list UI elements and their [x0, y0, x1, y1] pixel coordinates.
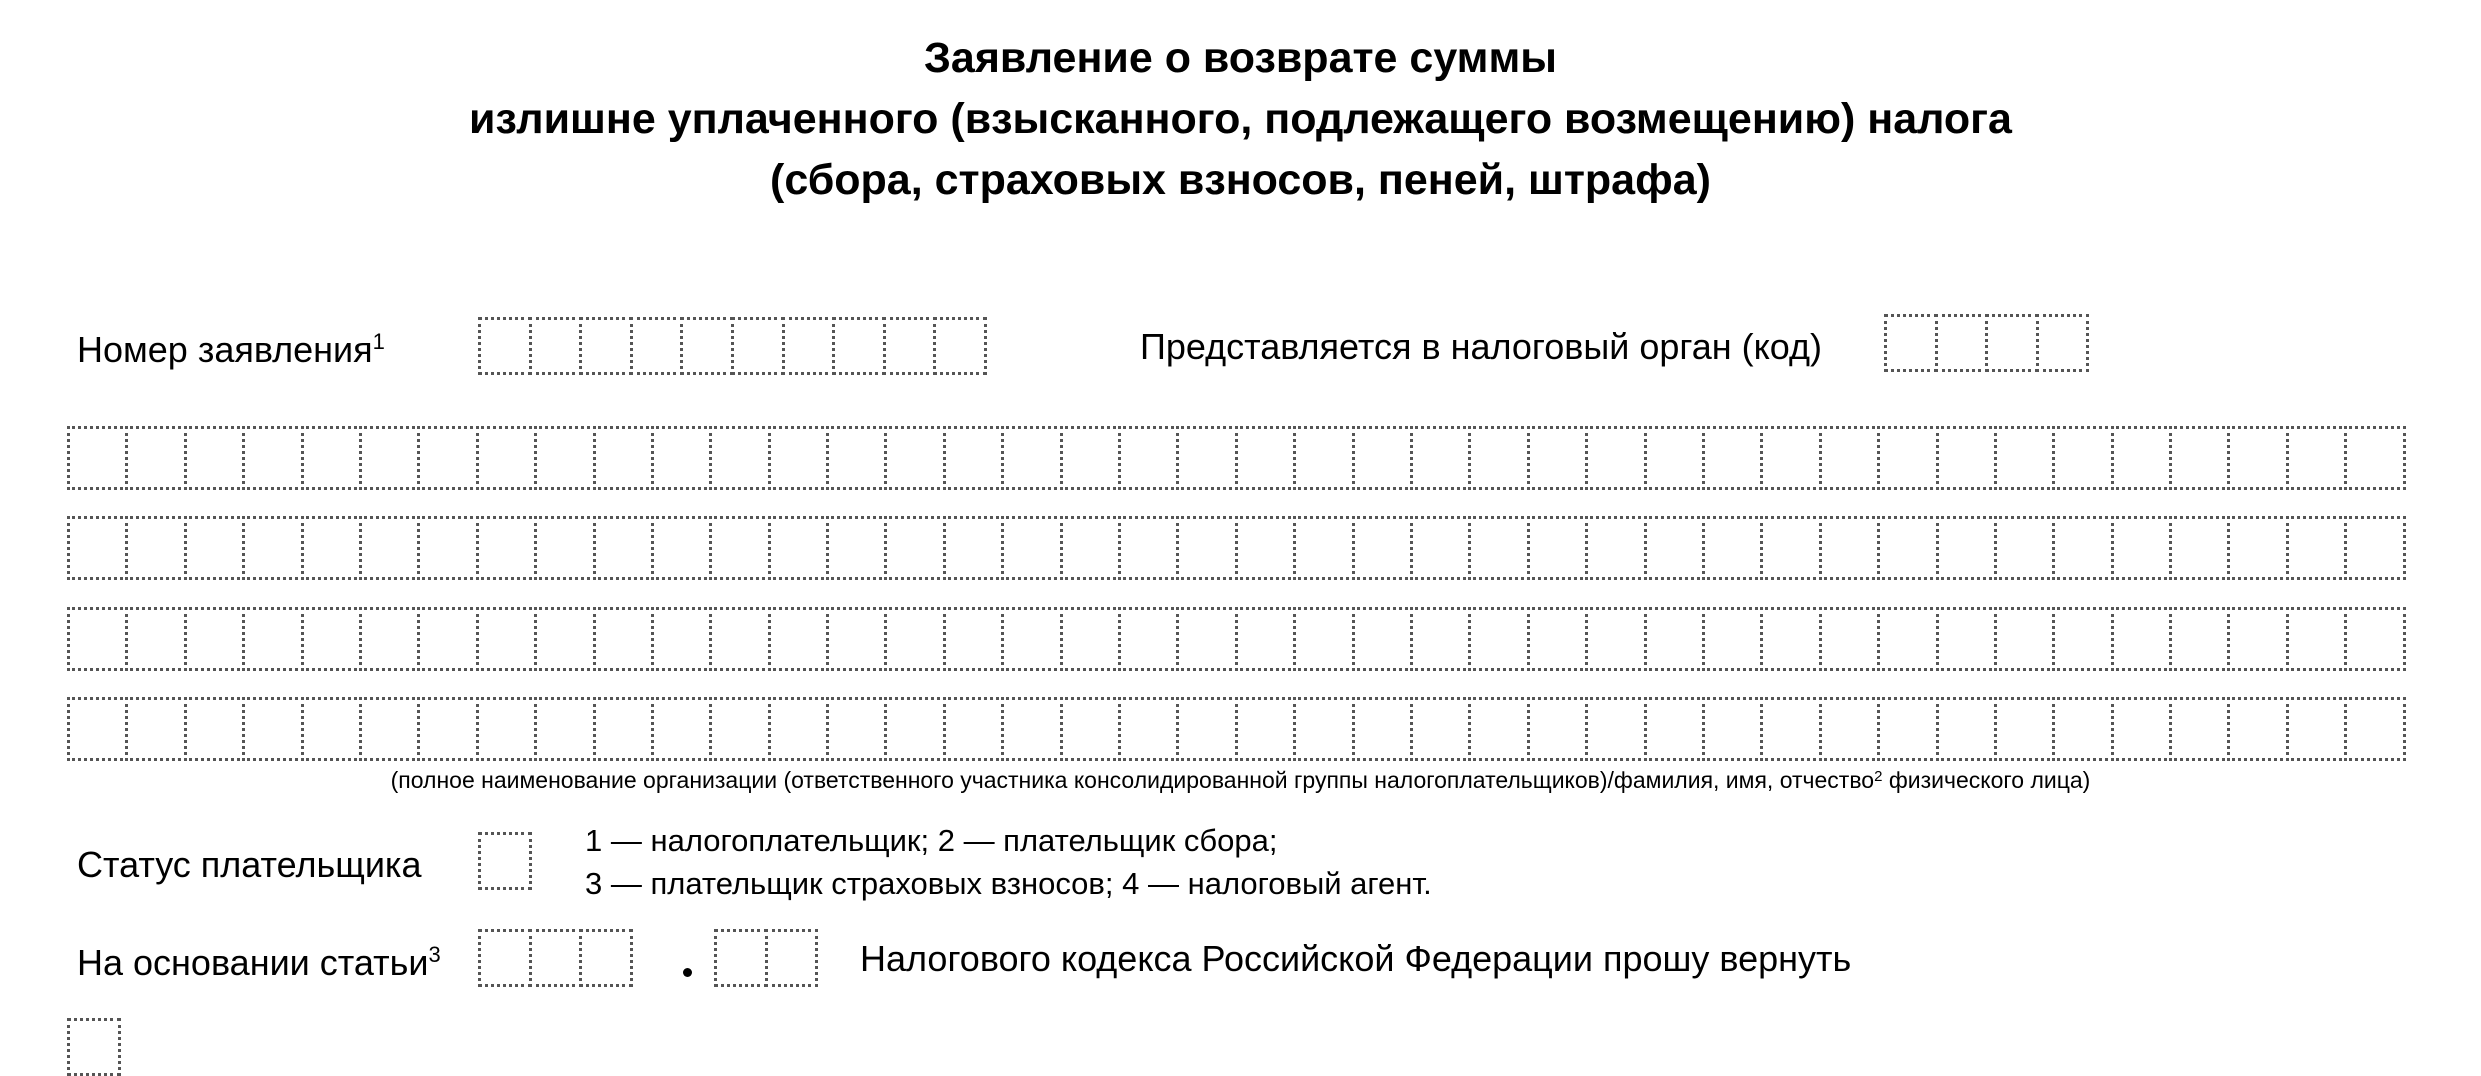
input-cell[interactable]	[1994, 697, 2055, 761]
input-cell[interactable]	[1936, 516, 1997, 580]
input-cell[interactable]	[1936, 607, 1997, 671]
input-cell[interactable]	[630, 317, 684, 375]
input-cell[interactable]	[2169, 426, 2230, 490]
input-cell[interactable]	[943, 516, 1004, 580]
input-cell[interactable]	[1644, 426, 1705, 490]
input-cell[interactable]	[1935, 314, 1989, 372]
input-cell[interactable]	[1585, 697, 1646, 761]
input-cell[interactable]	[2344, 607, 2405, 671]
input-cell[interactable]	[1001, 607, 1062, 671]
input-cell[interactable]	[1001, 426, 1062, 490]
input-cell[interactable]	[1468, 426, 1529, 490]
input-cell[interactable]	[242, 426, 303, 490]
input-cell[interactable]	[67, 697, 128, 761]
input-cell[interactable]	[1702, 516, 1763, 580]
input-cell[interactable]	[768, 697, 829, 761]
input-cell[interactable]	[884, 516, 945, 580]
input-cell[interactable]	[1001, 516, 1062, 580]
input-cell[interactable]	[2169, 516, 2230, 580]
input-cell[interactable]	[832, 317, 886, 375]
name-caption-end: физического лица)	[1882, 767, 2091, 793]
input-cell[interactable]	[1176, 697, 1237, 761]
input-cell[interactable]	[67, 1018, 121, 1076]
input-cell[interactable]	[1060, 607, 1121, 671]
input-cell[interactable]	[943, 426, 1004, 490]
input-cell[interactable]	[1819, 607, 1880, 671]
organization-name-row-4[interactable]	[67, 697, 2406, 761]
input-cell[interactable]	[2036, 314, 2090, 372]
article-label	[77, 941, 441, 985]
payer-status-legend-line-2: 3 — плательщик страховых взносов; 4 — налоговый агент.	[585, 866, 1432, 901]
article-separator-dot	[683, 968, 692, 977]
input-cell[interactable]	[417, 697, 478, 761]
input-cell[interactable]	[884, 426, 945, 490]
name-caption-text: (полное наименование организации (ответственного участника консолидированной группы налогоплательщиков)/фамилия, имя, отчество	[390, 767, 1875, 793]
input-cell[interactable]	[534, 697, 595, 761]
input-cell[interactable]	[476, 607, 537, 671]
input-cell[interactable]	[1176, 607, 1237, 671]
input-cell[interactable]	[359, 516, 420, 580]
input-cell[interactable]	[1293, 697, 1354, 761]
payer-status-legend	[585, 819, 1432, 905]
organization-name-row-1[interactable]	[67, 426, 2406, 490]
input-cell[interactable]	[651, 697, 712, 761]
input-cell[interactable]	[2344, 426, 2405, 490]
input-cell[interactable]	[1985, 314, 2039, 372]
input-cell[interactable]	[1410, 516, 1471, 580]
input-cell[interactable]	[1760, 426, 1821, 490]
input-cell[interactable]	[1118, 607, 1179, 671]
input-cell[interactable]	[2344, 516, 2405, 580]
input-cell[interactable]	[534, 516, 595, 580]
input-cell[interactable]	[301, 697, 362, 761]
next-row-first-cell[interactable]	[67, 1018, 121, 1076]
input-cell[interactable]	[242, 516, 303, 580]
input-cell[interactable]	[1994, 607, 2055, 671]
input-cell[interactable]	[1527, 426, 1588, 490]
input-cell[interactable]	[184, 426, 245, 490]
input-cell[interactable]	[184, 697, 245, 761]
name-caption	[0, 765, 2481, 795]
application-number-field[interactable]	[478, 317, 987, 375]
input-cell[interactable]	[478, 832, 532, 890]
input-cell[interactable]	[1118, 697, 1179, 761]
input-cell[interactable]	[2052, 426, 2113, 490]
input-cell[interactable]	[1060, 516, 1121, 580]
input-cell[interactable]	[943, 697, 1004, 761]
input-cell[interactable]	[242, 697, 303, 761]
input-cell[interactable]	[1877, 697, 1938, 761]
input-cell[interactable]	[709, 426, 770, 490]
input-cell[interactable]	[1994, 426, 2055, 490]
input-cell[interactable]	[1877, 426, 1938, 490]
input-cell[interactable]	[529, 317, 583, 375]
input-cell[interactable]	[1585, 426, 1646, 490]
input-cell[interactable]	[709, 697, 770, 761]
input-cell[interactable]	[768, 607, 829, 671]
input-cell[interactable]	[67, 516, 128, 580]
payer-status-legend-line-1: 1 — налогоплательщик; 2 — плательщик сбора;	[585, 823, 1278, 858]
input-cell[interactable]	[2111, 697, 2172, 761]
input-cell[interactable]	[2052, 697, 2113, 761]
input-cell[interactable]	[417, 607, 478, 671]
input-cell[interactable]	[1527, 607, 1588, 671]
input-cell[interactable]	[242, 607, 303, 671]
input-cell[interactable]	[478, 929, 532, 987]
input-cell[interactable]	[579, 929, 633, 987]
input-cell[interactable]	[1293, 607, 1354, 671]
input-cell[interactable]	[1884, 314, 1938, 372]
input-cell[interactable]	[1644, 697, 1705, 761]
input-cell[interactable]	[2286, 697, 2347, 761]
input-cell[interactable]	[2286, 426, 2347, 490]
input-cell[interactable]	[1644, 607, 1705, 671]
input-cell[interactable]	[1293, 516, 1354, 580]
input-cell[interactable]	[1176, 516, 1237, 580]
input-cell[interactable]	[593, 426, 654, 490]
article-number-field[interactable]	[478, 929, 633, 987]
payer-status-field[interactable]	[478, 832, 532, 890]
input-cell[interactable]	[1877, 607, 1938, 671]
input-cell[interactable]	[125, 426, 186, 490]
input-cell[interactable]	[1936, 426, 1997, 490]
input-cell[interactable]	[1235, 426, 1296, 490]
input-cell[interactable]	[2227, 426, 2288, 490]
input-cell[interactable]	[2111, 426, 2172, 490]
input-cell[interactable]	[2227, 516, 2288, 580]
input-cell[interactable]	[1352, 516, 1413, 580]
input-cell[interactable]	[1702, 426, 1763, 490]
input-cell[interactable]	[1527, 697, 1588, 761]
input-cell[interactable]	[593, 607, 654, 671]
document-title-line-3: (сбора, страховых взносов, пеней, штрафа)	[770, 156, 1711, 204]
input-cell[interactable]	[2344, 697, 2405, 761]
input-cell[interactable]	[680, 317, 734, 375]
input-cell[interactable]	[184, 607, 245, 671]
input-cell[interactable]	[1527, 516, 1588, 580]
application-number-label-text: Номер заявления	[77, 329, 373, 370]
input-cell[interactable]	[1468, 607, 1529, 671]
input-cell[interactable]	[826, 607, 887, 671]
input-cell[interactable]	[651, 426, 712, 490]
input-cell[interactable]	[651, 516, 712, 580]
name-caption-footnote: 2	[1874, 768, 1883, 785]
input-cell[interactable]	[714, 929, 768, 987]
input-cell[interactable]	[1235, 516, 1296, 580]
input-cell[interactable]	[1001, 697, 1062, 761]
application-number-footnote: 1	[372, 329, 385, 354]
article-suffix-text: Налогового кодекса Российской Федерации прошу вернуть	[860, 938, 1852, 979]
input-cell[interactable]	[1410, 607, 1471, 671]
input-cell[interactable]	[534, 607, 595, 671]
tax-authority-code-field[interactable]	[1884, 314, 2089, 372]
organization-name-row-2[interactable]	[67, 516, 2406, 580]
input-cell[interactable]	[826, 516, 887, 580]
input-cell[interactable]	[2227, 607, 2288, 671]
input-cell[interactable]	[125, 697, 186, 761]
input-cell[interactable]	[943, 607, 1004, 671]
input-cell[interactable]	[765, 929, 819, 987]
document-title-line-1: Заявление о возврате суммы	[923, 34, 1558, 82]
input-cell[interactable]	[1235, 697, 1296, 761]
input-cell[interactable]	[2111, 607, 2172, 671]
article-footnote: 3	[428, 942, 441, 967]
payer-status-label: Статус плательщика	[77, 844, 422, 885]
input-cell[interactable]	[884, 697, 945, 761]
input-cell[interactable]	[782, 317, 836, 375]
input-cell[interactable]	[67, 607, 128, 671]
input-cell[interactable]	[883, 317, 937, 375]
input-cell[interactable]	[1468, 516, 1529, 580]
input-cell[interactable]	[1819, 426, 1880, 490]
input-cell[interactable]	[125, 516, 186, 580]
input-cell[interactable]	[301, 607, 362, 671]
input-cell[interactable]	[1936, 697, 1997, 761]
input-cell[interactable]	[1060, 697, 1121, 761]
input-cell[interactable]	[651, 607, 712, 671]
input-cell[interactable]	[1585, 516, 1646, 580]
input-cell[interactable]	[1118, 516, 1179, 580]
input-cell[interactable]	[476, 697, 537, 761]
input-cell[interactable]	[593, 516, 654, 580]
input-cell[interactable]	[2111, 516, 2172, 580]
input-cell[interactable]	[1819, 697, 1880, 761]
input-cell[interactable]	[2052, 516, 2113, 580]
input-cell[interactable]	[1644, 516, 1705, 580]
input-cell[interactable]	[1702, 697, 1763, 761]
input-cell[interactable]	[1410, 697, 1471, 761]
input-cell[interactable]	[1819, 516, 1880, 580]
input-cell[interactable]	[301, 426, 362, 490]
input-cell[interactable]	[1352, 426, 1413, 490]
input-cell[interactable]	[1702, 607, 1763, 671]
input-cell[interactable]	[478, 317, 532, 375]
input-cell[interactable]	[529, 929, 583, 987]
organization-name-row-3[interactable]	[67, 607, 2406, 671]
input-cell[interactable]	[1235, 607, 1296, 671]
input-cell[interactable]	[731, 317, 785, 375]
input-cell[interactable]	[1060, 426, 1121, 490]
input-cell[interactable]	[184, 516, 245, 580]
input-cell[interactable]	[1585, 607, 1646, 671]
article-part-field[interactable]	[714, 929, 818, 987]
input-cell[interactable]	[1877, 516, 1938, 580]
input-cell[interactable]	[2052, 607, 2113, 671]
input-cell[interactable]	[2286, 607, 2347, 671]
input-cell[interactable]	[1994, 516, 2055, 580]
input-cell[interactable]	[301, 516, 362, 580]
input-cell[interactable]	[1293, 426, 1354, 490]
article-label-text: На основании статьи	[77, 942, 429, 983]
input-cell[interactable]	[534, 426, 595, 490]
input-cell[interactable]	[1352, 697, 1413, 761]
input-cell[interactable]	[359, 697, 420, 761]
input-cell[interactable]	[1118, 426, 1179, 490]
input-cell[interactable]	[476, 516, 537, 580]
input-cell[interactable]	[768, 516, 829, 580]
document-title-line-2: излишне уплаченного (взысканного, подлежащего возмещению) налога	[469, 95, 2012, 143]
input-cell[interactable]	[933, 317, 987, 375]
input-cell[interactable]	[826, 697, 887, 761]
input-cell[interactable]	[2169, 607, 2230, 671]
input-cell[interactable]	[768, 426, 829, 490]
input-cell[interactable]	[579, 317, 633, 375]
input-cell[interactable]	[1760, 607, 1821, 671]
input-cell[interactable]	[2169, 697, 2230, 761]
input-cell[interactable]	[125, 607, 186, 671]
input-cell[interactable]	[476, 426, 537, 490]
input-cell[interactable]	[1760, 516, 1821, 580]
input-cell[interactable]	[709, 607, 770, 671]
input-cell[interactable]	[417, 426, 478, 490]
input-cell[interactable]	[1468, 697, 1529, 761]
input-cell[interactable]	[359, 607, 420, 671]
input-cell[interactable]	[1410, 426, 1471, 490]
input-cell[interactable]	[826, 426, 887, 490]
input-cell[interactable]	[1760, 697, 1821, 761]
tax-authority-label: Представляется в налоговый орган (код)	[1140, 326, 1823, 367]
input-cell[interactable]	[2286, 516, 2347, 580]
input-cell[interactable]	[709, 516, 770, 580]
input-cell[interactable]	[359, 426, 420, 490]
input-cell[interactable]	[593, 697, 654, 761]
application-number-label	[77, 328, 385, 372]
input-cell[interactable]	[417, 516, 478, 580]
input-cell[interactable]	[884, 607, 945, 671]
input-cell[interactable]	[1176, 426, 1237, 490]
input-cell[interactable]	[67, 426, 128, 490]
input-cell[interactable]	[2227, 697, 2288, 761]
input-cell[interactable]	[1352, 607, 1413, 671]
